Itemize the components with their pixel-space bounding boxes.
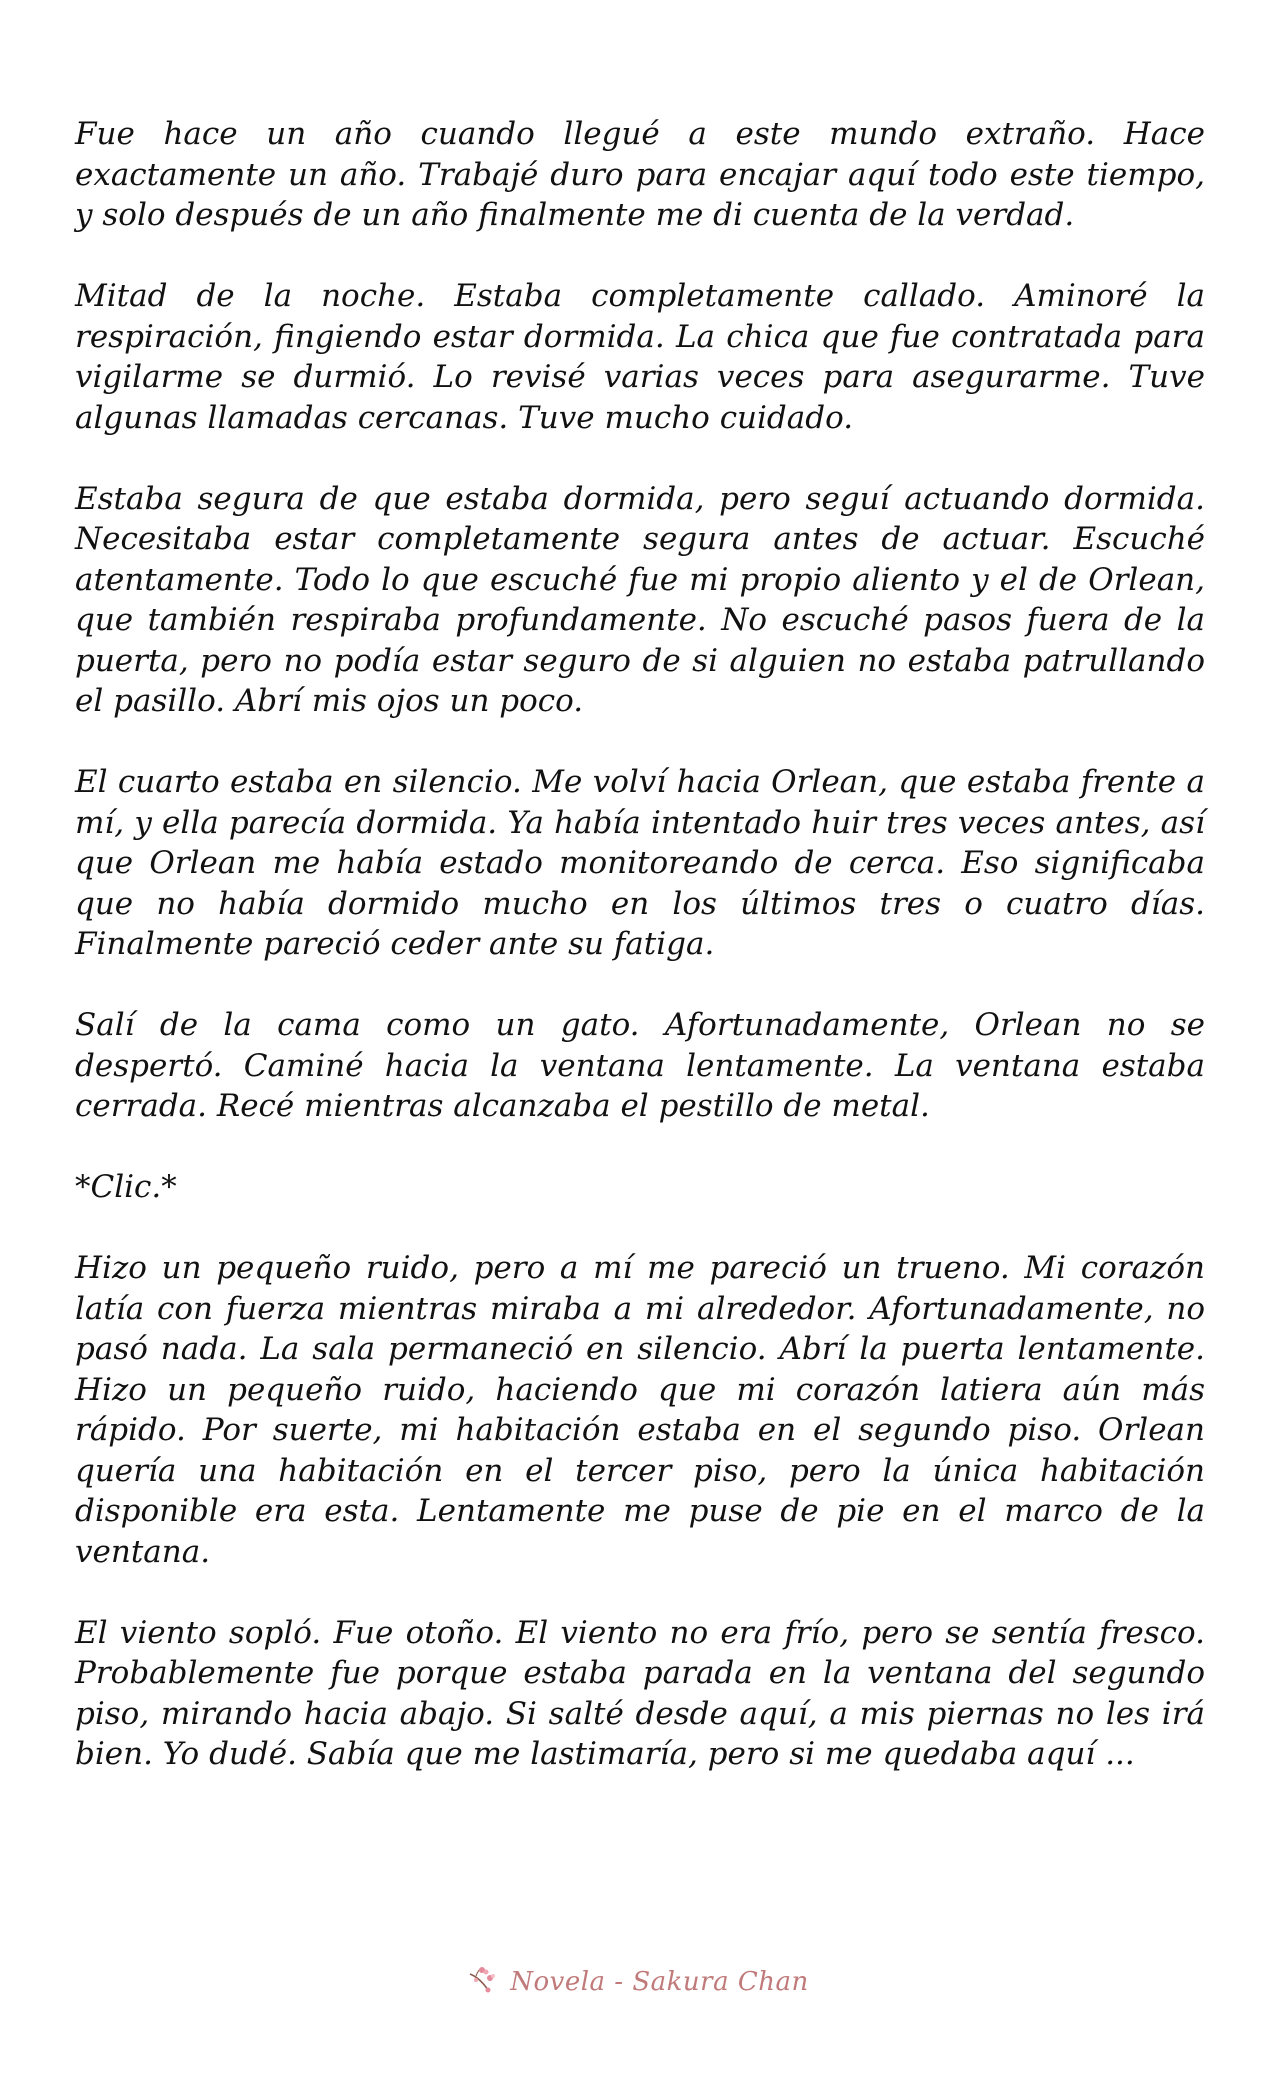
paragraph-4: El cuarto estaba en silencio. Me volví hacia Orlean, que estaba frente a mí, y ella parecía dormida. Ya había intentado huir tres veces antes, así que Orlean me había estado monitoreando de cerca. Eso significaba que no había dormido mucho en los últimos tres o cuatro días. Finalmente pareció ceder ante su fatiga. [75,764,1205,962]
paragraph-1: Fue hace un año cuando llegué a este mundo extraño. Hace exactamente un año. Trabajé duro para encajar aquí todo este tiempo, y solo después de un año finalmente me di cuenta de la verdad. [75,116,1205,233]
paragraph-7: Hizo un pequeño ruido, pero a mí me pareció un trueno. Mi corazón latía con fuerza mientras miraba a mi alrededor. Afortunadamente, no pasó nada. La sala permaneció en silencio. Abrí la puerta lentamente. Hizo un pequeño ruido, haciendo que mi corazón latiera aún más rápido. Por suerte, mi habitación estaba en el segundo piso. Orlean quería una habitación en el tercer piso, pero la única habitación disponible era esta. Lentamente me puse de pie en el marco de la ventana. [75,1250,1205,1570]
paragraph-8: El viento sopló. Fue otoño. El viento no era frío, pero se sentía fresco. Probablemente fue porque estaba parada en la ventana del segundo piso, mirando hacia abajo. Si salté desde aquí, a mis piernas no les irá bien. Yo dudé. Sabía que me lastimaría, pero si me quedaba aquí ... [75,1614,1205,1772]
document-body [75,114,1205,1815]
paragraph-2: Mitad de la noche. Estaba completamente callado. Aminoré la respiración, fingiendo estar dormida. La chica que fue contratada para vigilarme se durmió. Lo revisé varias veces para asegurarme. Tuve algunas llamadas cercanas. Tuve mucho cuidado. [75,278,1205,436]
paragraph-6: *Clic.* [75,1169,177,1205]
paragraph-5: Salí de la cama como un gato. Afortunadamente, Orlean no se despertó. Caminé hacia la ventana lentamente. La ventana estaba cerrada. Recé mientras alcanzaba el pestillo de metal. [75,1007,1205,1124]
footer-text: Novela - Sakura Chan [510,1967,809,1997]
cherry-blossom-icon [466,1964,502,2000]
paragraph-3: Estaba segura de que estaba dormida, pero seguí actuando dormida. Necesitaba estar completamente segura antes de actuar. Escuché atentamente. Todo lo que escuché fue mi propio aliento y el de Orlean, que también respiraba profundamente. No escuché pasos fuera de la puerta, pero no podía estar seguro de si alguien no estaba patrullando el pasillo. Abrí mis ojos un poco. [75,480,1205,719]
footer-watermark [0,1964,1275,2000]
